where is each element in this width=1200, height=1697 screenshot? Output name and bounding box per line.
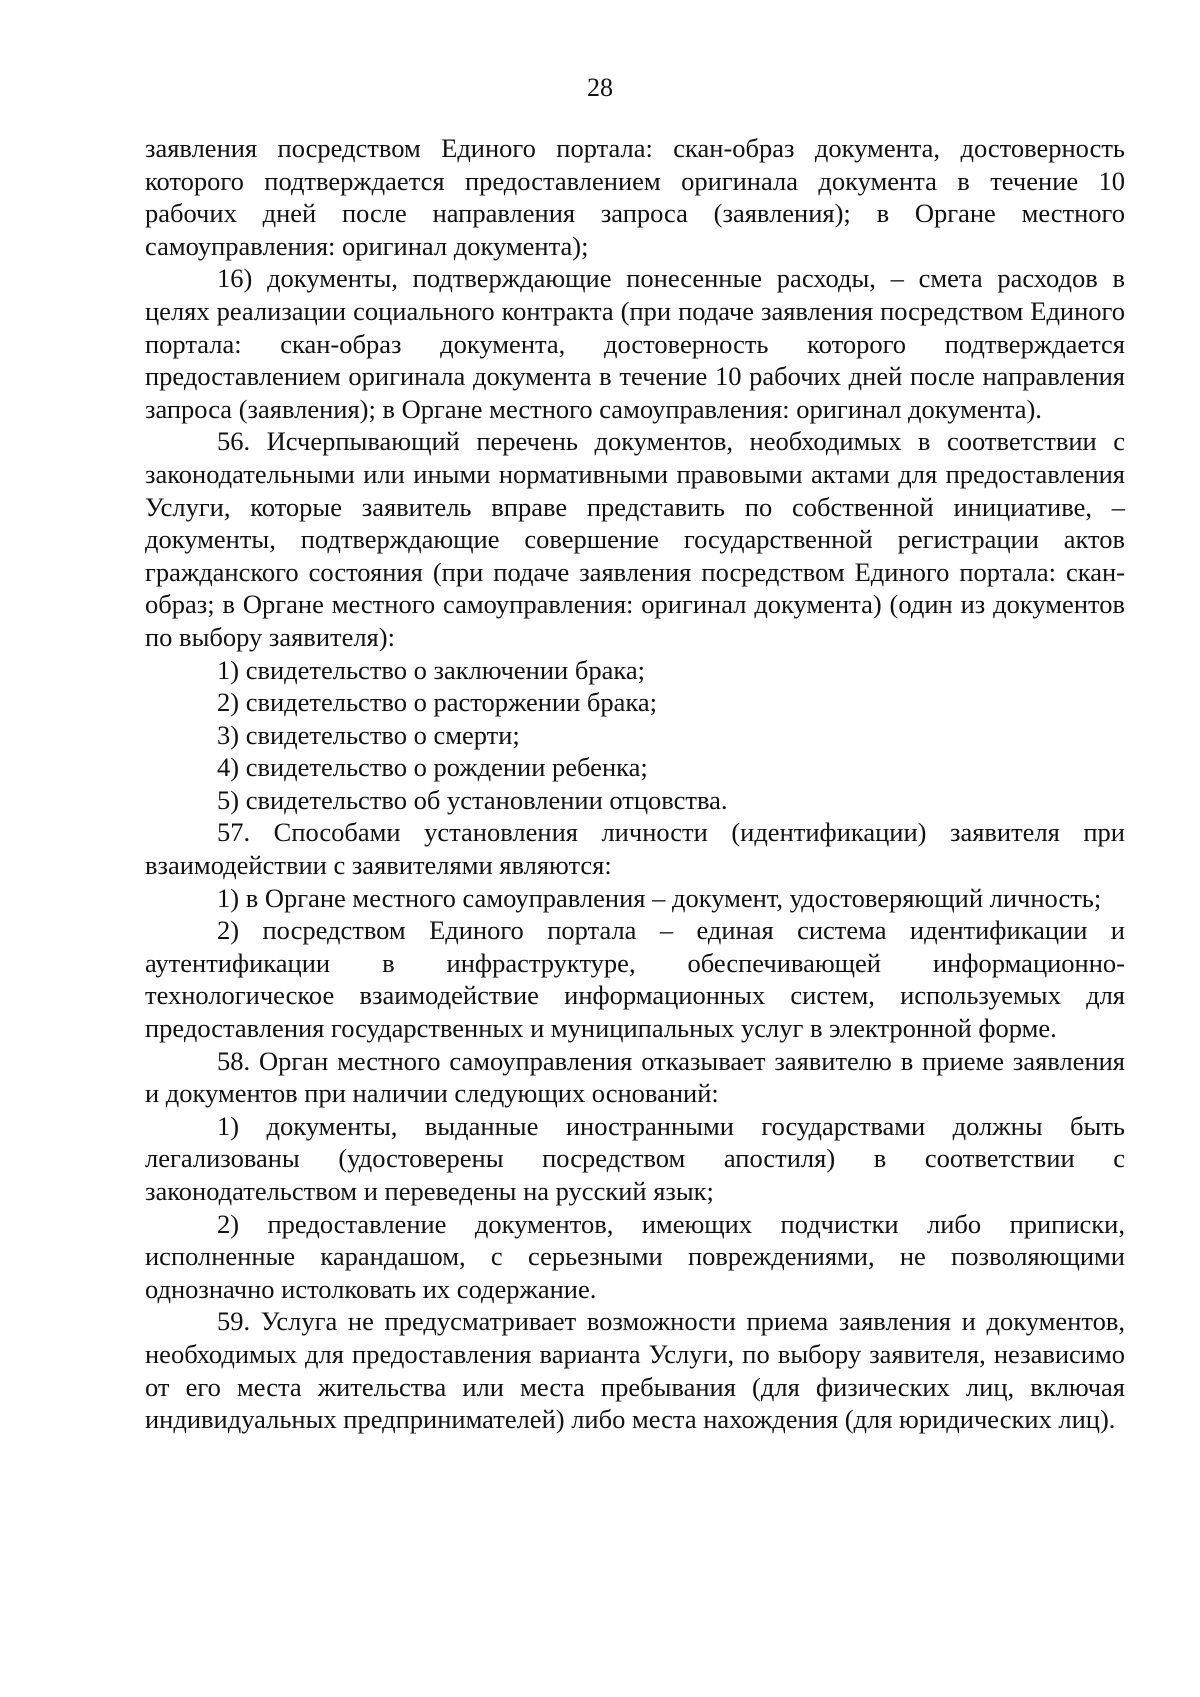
paragraph-continuation: заявления посредством Единого портала: скан-образ документа, достоверность которого подтверждается предоставлением оригинала документа в течение 10 рабочих дней после направления запроса (заявления); в Органе местного самоуправления: оригинал документа); (145, 133, 1125, 261)
list-item-58-1: 1) документы, выданные иностранными государствами должны быть легализованы (удостоверены посредством апостиля) в соответствии с законодательством и переведены на русский язык; (145, 1110, 1125, 1206)
list-item-58-2: 2) предоставление документов, имеющих подчистки либо приписки, исполненные карандашом, с серьезными повреждениями, не позволяющими однозначно истолковать их содержание. (145, 1208, 1125, 1304)
list-item-56-1: 1) свидетельство о заключении брака; (217, 654, 645, 685)
list-item-56-3: 3) свидетельство о смерти; (217, 719, 520, 750)
paragraph-59: 59. Услуга не предусматривает возможности приема заявления и документов, необходимых для предоставления варианта Услуги, по выбору заявителя, независимо от его места жительства или места пребывания (для физических лиц, включая индивидуальных предпринимателей) либо места нахождения (для юридических лиц). (145, 1306, 1125, 1435)
paragraph-58: 58. Орган местного самоуправления отказывает заявителю в приеме заявления и документов при наличии следующих оснований: (145, 1045, 1125, 1109)
paragraph-57: 57. Способами установления личности (идентификации) заявителя при взаимодействии с заявителями являются: (145, 817, 1125, 881)
list-item-57-2: 2) посредством Единого портала – единая система идентификации и аутентификации в инфраструктуре, обеспечивающей информационно-технологическое взаимодействие информационных систем, используемых для предоставления государственных и муниципальных услуг в электронной форме. (145, 915, 1125, 1044)
list-item-57-1: 1) в Органе местного самоуправления – документ, удостоверяющий личность; (217, 882, 1102, 913)
page-number: 28 (587, 73, 613, 102)
paragraph-56: 56. Исчерпывающий перечень документов, необходимых в соответствии с законодательными или иными нормативными правовыми актами для предоставления Услуги, которые заявитель вправе представить по собственной инициативе, – документы, подтверждающие совершение государственной регистрации актов гражданского состояния (при подаче заявления посредством Единого портала: скан-образ; в Органе местного самоуправления: оригинал документа) (один из документов по выбору заявителя): (145, 426, 1125, 652)
list-item-56-5: 5) свидетельство об установлении отцовства. (217, 784, 728, 815)
document-body (145, 132, 1125, 1436)
list-item-56-2: 2) свидетельство о расторжении брака; (217, 687, 657, 718)
list-item-16: 16) документы, подтверждающие понесенные расходы, – смета расходов в целях реализации социального контракта (при подаче заявления посредством Единого портала: скан-образ документа, достоверность которого подтверждается предоставлением оригинала документа в течение 10 рабочих дней после направления запроса (заявления); в Органе местного самоуправления: оригинал документа). (145, 263, 1125, 424)
list-item-56-4: 4) свидетельство о рождении ребенка; (217, 752, 648, 783)
